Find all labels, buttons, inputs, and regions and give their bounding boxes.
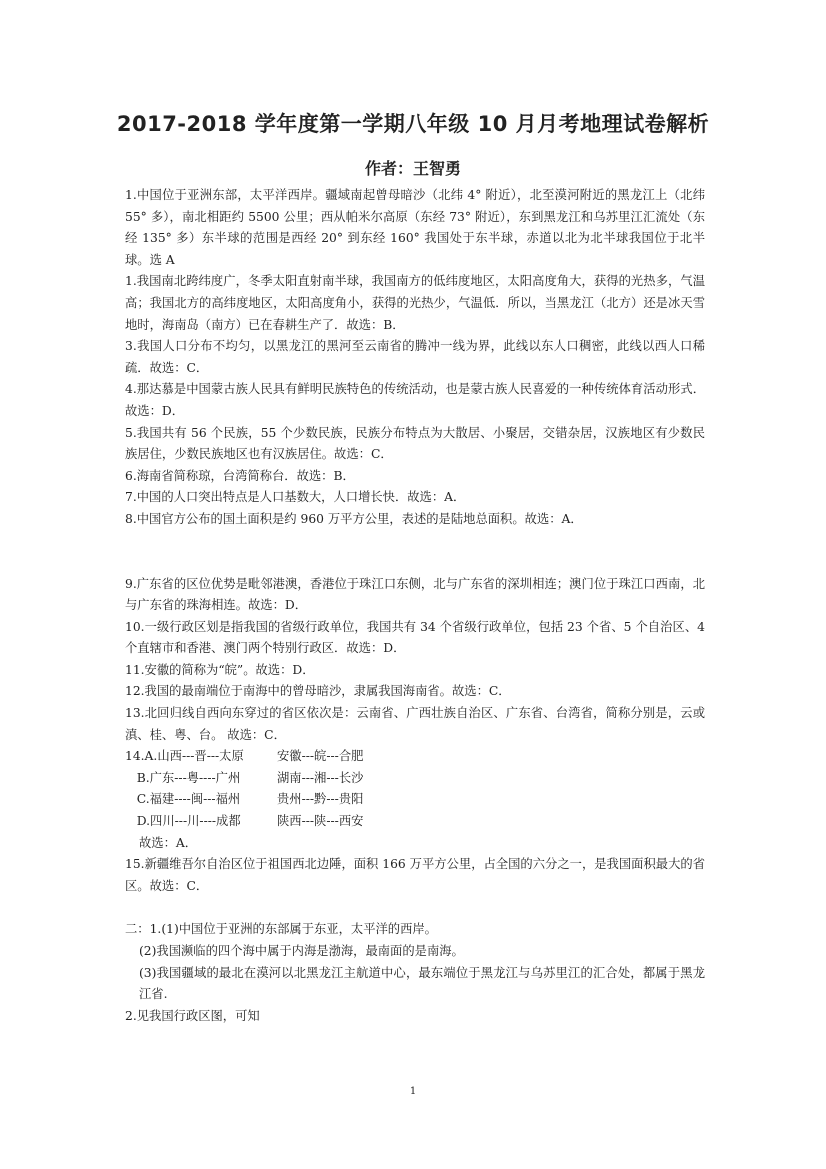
answer-paragraph: 13.北回归线自西向东穿过的省区依次是：云南省、广西壮族自治区、广东省、台湾省，简称分别是，云或滇、桂、粤、台。 故选：C． bbox=[125, 706, 705, 742]
province-option: 贵州---黔---贵阳 bbox=[277, 792, 364, 807]
q14-answer: 故选：A． bbox=[139, 835, 198, 850]
answer-paragraph: 1.中国位于亚洲东部，太平洋西岸。疆域南起曾母暗沙（北纬 4° 附近），北至漠河附近的黑龙江上（北纬 55° 多），南北相距约 5500 公里；西从帕米尔高原（东经 73° 附近），东到黑龙江和乌苏里江汇流处（东经 135° 多）东半球的范围是西经 20° 到东经 160° 我国处于东半球，赤道以北为北半球我国位于北半球。选 A bbox=[125, 188, 705, 267]
answer-paragraph: 15.新疆维吾尔自治区位于祖国西北边陲，面积 166 万平方公里，占全国的六分之一，是我国面积最大的省区。故选：C． bbox=[125, 857, 705, 893]
answer-paragraph: 9.广东省的区位优势是毗邻港澳，香港位于珠江口东侧，北与广东省的深圳相连；澳门位于珠江口西南，北与广东省的珠海相连。故选：D． bbox=[125, 576, 705, 613]
answer-paragraph: 5.我国共有 56 个民族，55 个少数民族，民族分布特点为大散居、小聚居，交错杂居，汉族地区有少数民族居住，少数民族地区也有汉族居住。故选：C． bbox=[125, 425, 705, 462]
province-table-row bbox=[125, 811, 705, 833]
answer-paragraph: 1.我国南北跨纬度广，冬季太阳直射南半球，我国南方的低纬度地区，太阳高度角大，获得的光热多，气温高；我国北方的高纬度地区，太阳高度角小，获得的光热少，气温低．所以，当黑龙江（北方）还是冰天雪地时，海南岛（南方）已在春耕生产了．故选：B． bbox=[125, 274, 705, 332]
answer-paragraph: 8.中国官方公布的国土面积是约 960 万平方公里，表述的是陆地总面积。故选：A． bbox=[125, 511, 583, 526]
province-option: 湖南---湘---长沙 bbox=[277, 770, 364, 785]
province-option: 安徽---皖---合肥 bbox=[277, 749, 364, 764]
blank-space bbox=[125, 897, 705, 919]
page-number: 1 bbox=[409, 1086, 417, 1097]
province-option: B.广东---粤----广州 bbox=[125, 770, 241, 785]
answer-paragraph: 3.我国人口分布不均匀，以黑龙江的黑河至云南省的腾冲一线为界，此线以东人口稠密，此线以西人口稀疏．故选：C． bbox=[125, 339, 705, 375]
answer-paragraph: 11.安徽的简称为“皖”。故选：D． bbox=[125, 662, 315, 677]
blank-space bbox=[125, 531, 705, 574]
province-table-row bbox=[125, 746, 705, 768]
answer-paragraph: 12.我国的最南端位于南海中的曾母暗沙，隶属我国海南省。故选：C． bbox=[125, 684, 511, 699]
answer-paragraph: 4.那达慕是中国蒙古族人民具有鲜明民族特色的传统活动，也是蒙古族人民喜爱的一种传统体育活动形式．故选：D． bbox=[125, 382, 705, 418]
section2-line: 二：1.(1)中国位于亚洲的东部属于东亚，太平洋的西岸。 bbox=[125, 922, 437, 937]
province-option: D.四川---川----成都 bbox=[125, 814, 241, 829]
document-title: 2017-2018 学年度第一学期八年级 10 月月考地理试卷解析 bbox=[116, 112, 710, 136]
section2-line: (3)我国疆域的最北在漠河以北黑龙江主航道中心，最东端位于黑龙江与乌苏里江的汇合处，都属于黑龙江省. bbox=[139, 965, 705, 1002]
answer-paragraph: 10.一级行政区划是指我国的省级行政单位，我国共有 34 个省级行政单位，包括 23 个省、5 个自治区、4 个直辖市和香港、澳门两个特别行政区．故选：D． bbox=[125, 619, 705, 656]
answer-paragraph: 7.中国的人口突出特点是人口基数大，人口增长快．故选：A． bbox=[125, 490, 466, 505]
province-table-row bbox=[125, 768, 705, 790]
section2-line: (2)我国濒临的四个海中属于内海是渤海，最南面的是南海。 bbox=[139, 944, 464, 958]
province-option: C.福建----闽---福州 bbox=[125, 792, 241, 807]
province-table-row bbox=[125, 789, 705, 811]
section2-line: 2.见我国行政区图，可知 bbox=[125, 1008, 260, 1023]
province-option: 14.A.山西---晋---太原 bbox=[125, 749, 244, 764]
province-option: 陕西---陕---西安 bbox=[277, 814, 364, 829]
document-body bbox=[125, 185, 705, 1027]
document-author: 作者：王智勇 bbox=[364, 159, 461, 178]
answer-paragraph: 6.海南省简称琼，台湾简称台．故选：B． bbox=[125, 468, 355, 483]
